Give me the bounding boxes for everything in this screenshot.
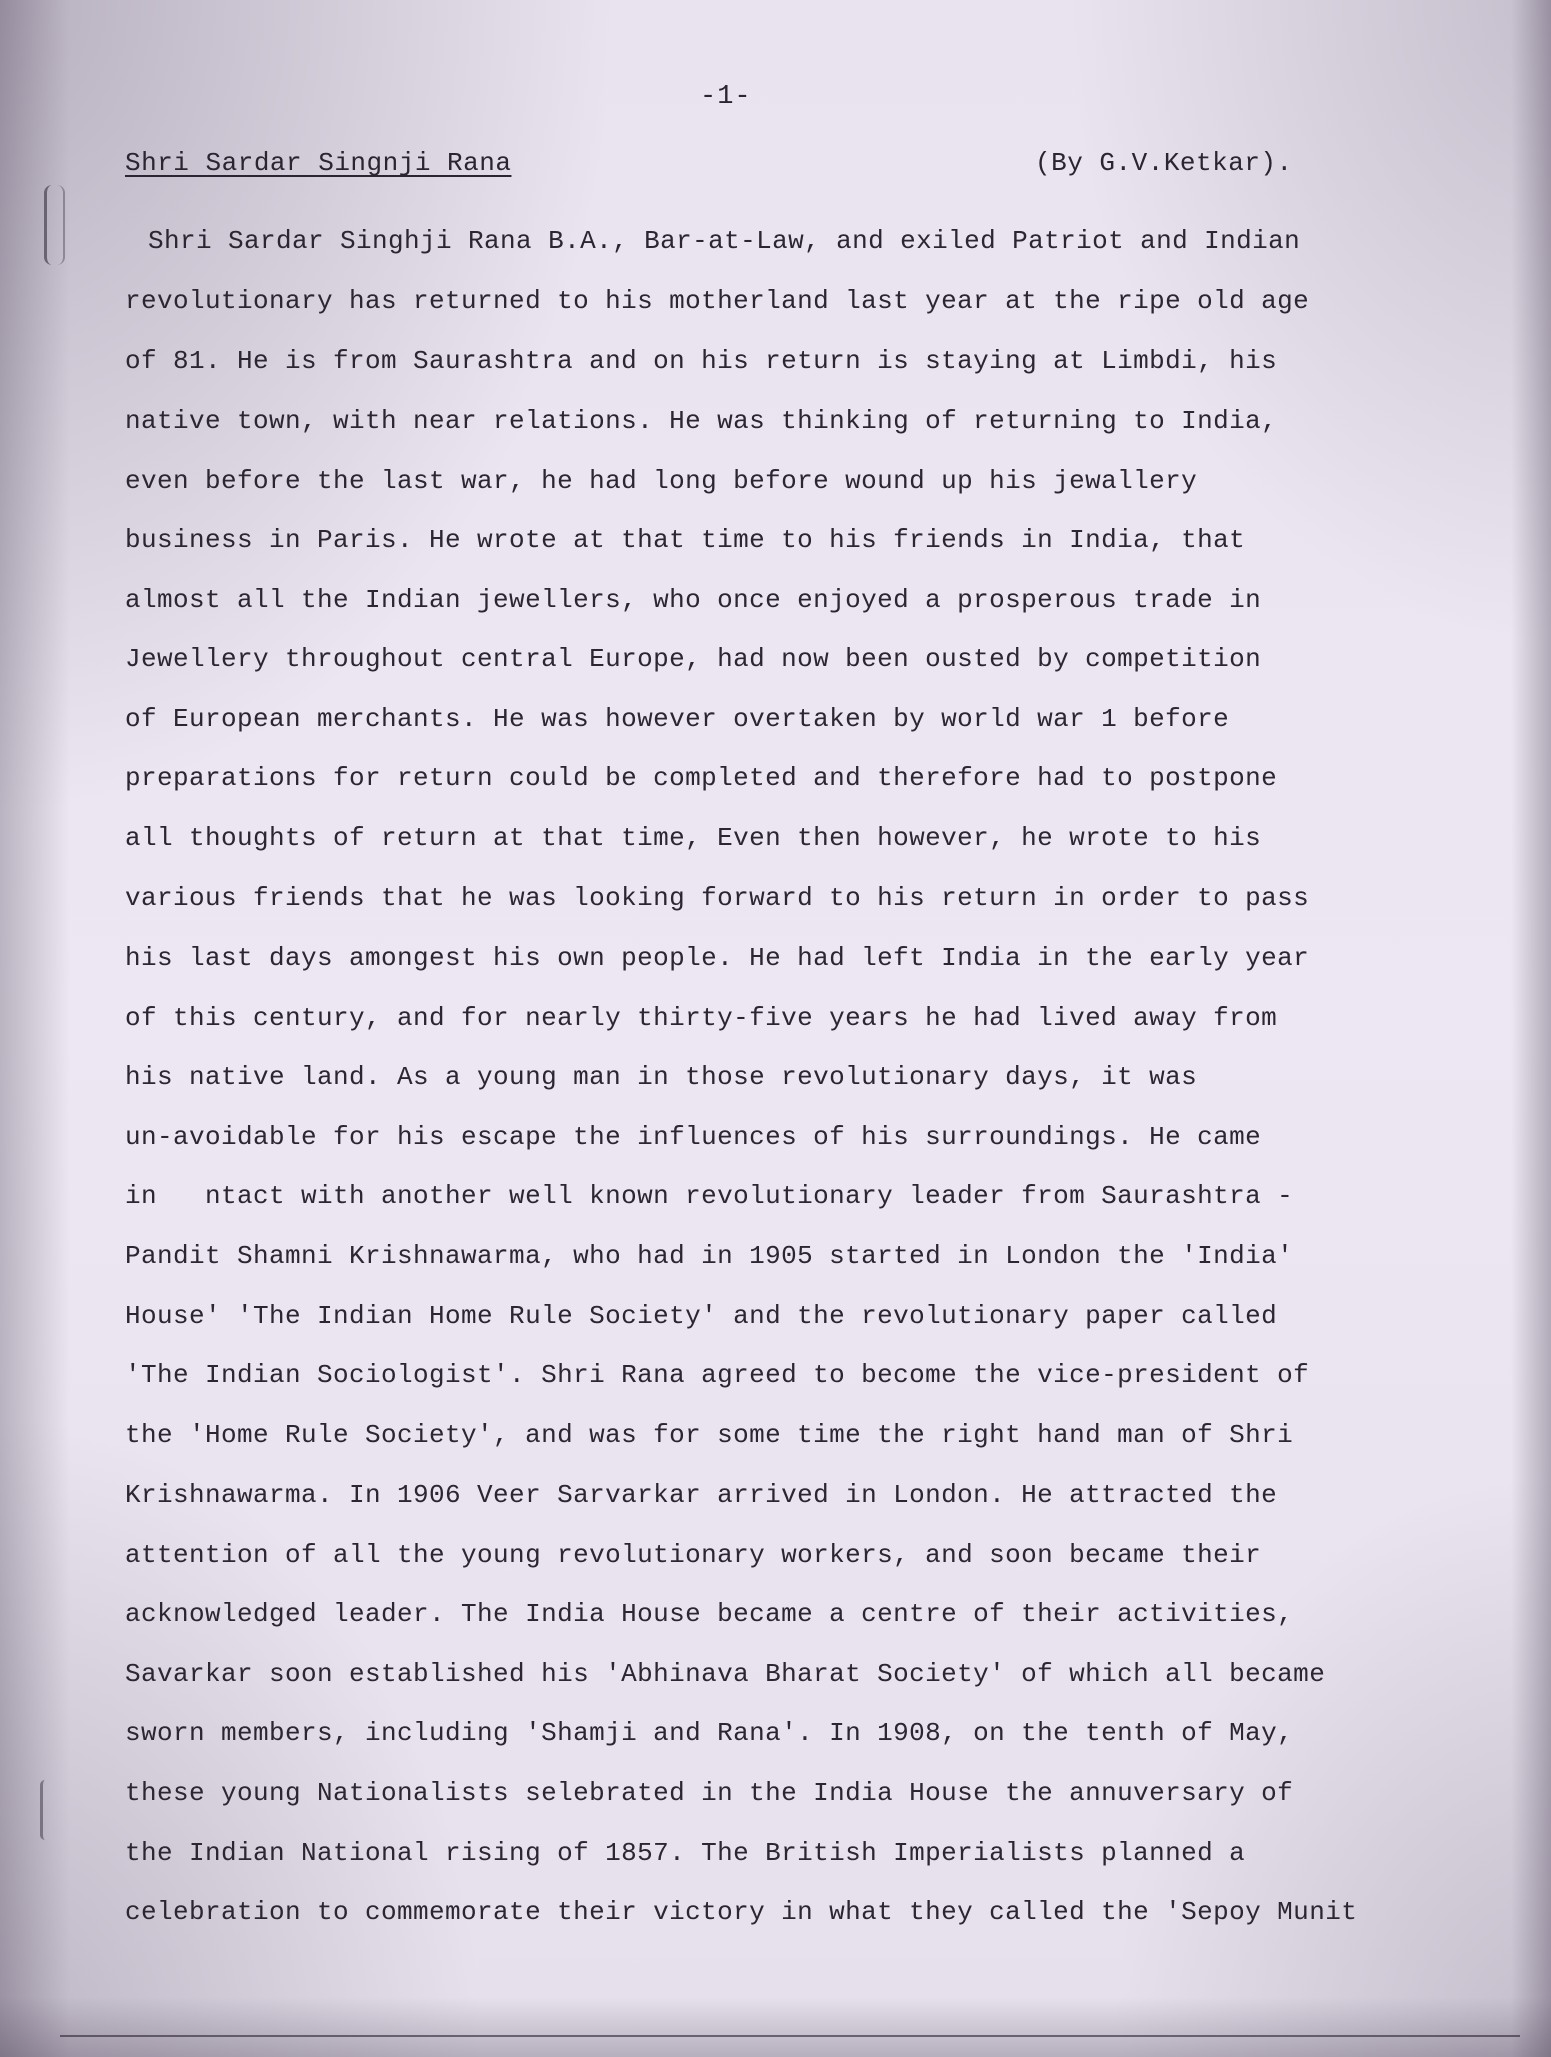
body-line: sworn members, including 'Shamji and Rana'. In 1908, on the tenth of May,	[125, 1718, 1294, 1748]
body-line: of 81. He is from Saurashtra and on his return is staying at Limbdi, his	[125, 346, 1278, 376]
body-line: various friends that he was looking forward to his return in order to pass	[125, 883, 1310, 913]
body-line: Krishnawarma. In 1906 Veer Sarvarkar arrived in London. He attracted the	[125, 1480, 1278, 1510]
body-line: Jewellery throughout central Europe, had now been ousted by competition	[125, 644, 1262, 674]
body-line: un-avoidable for his escape the influences of his surroundings. He came	[125, 1122, 1262, 1152]
body-line: attention of all the young revolutionary workers, and soon became their	[125, 1540, 1262, 1570]
body-line: these young Nationalists selebrated in the India House the annuversary of	[125, 1778, 1294, 1808]
body-line: House' 'The Indian Home Rule Society' and the revolutionary paper called	[125, 1301, 1278, 1331]
document-title: Shri Sardar Singnji Rana	[125, 148, 512, 178]
body-line: acknowledged leader. The India House became a centre of their activities,	[125, 1599, 1294, 1629]
body-line: native town, with near relations. He was thinking of returning to India,	[125, 406, 1278, 436]
body-line: revolutionary has returned to his motherland last year at the ripe old age	[125, 286, 1310, 316]
document-byline: (By G.V.Ketkar).	[1035, 148, 1293, 178]
body-line: business in Paris. He wrote at that time to his friends in India, that	[125, 525, 1246, 555]
body-line: his native land. As a young man in those revolutionary days, it was	[125, 1062, 1198, 1092]
body-line: of this century, and for nearly thirty-five years he had lived away from	[125, 1003, 1278, 1033]
body-line: of European merchants. He was however overtaken by world war 1 before	[125, 704, 1230, 734]
page-number: -1-	[700, 82, 752, 112]
body-line: Shri Sardar Singhji Rana B.A., Bar-at-Law, and exiled Patriot and Indian	[148, 226, 1301, 256]
body-line: celebration to commemorate their victory in what they called the 'Sepoy Munit	[125, 1897, 1358, 1927]
body-line: the Indian National rising of 1857. The British Imperialists planned a	[125, 1838, 1246, 1868]
body-line: 'The Indian Sociologist'. Shri Rana agreed to become the vice-president of	[125, 1360, 1310, 1390]
body-line: in ntact with another well known revolutionary leader from Saurashtra -	[125, 1181, 1294, 1211]
body-line: all thoughts of return at that time, Even then however, he wrote to his	[125, 823, 1262, 853]
body-line: even before the last war, he had long before wound up his jewallery	[125, 466, 1198, 496]
body-line: the 'Home Rule Society', and was for some time the right hand man of Shri	[125, 1420, 1294, 1450]
body-line: his last days amongest his own people. He had left India in the early year	[125, 943, 1310, 973]
body-line: almost all the Indian jewellers, who once enjoyed a prosperous trade in	[125, 585, 1262, 615]
body-line: Savarkar soon established his 'Abhinava Bharat Society' of which all became	[125, 1659, 1326, 1689]
body-line: Pandit Shamni Krishnawarma, who had in 1905 started in London the 'India'	[125, 1241, 1294, 1271]
body-line: preparations for return could be completed and therefore had to postpone	[125, 763, 1278, 793]
